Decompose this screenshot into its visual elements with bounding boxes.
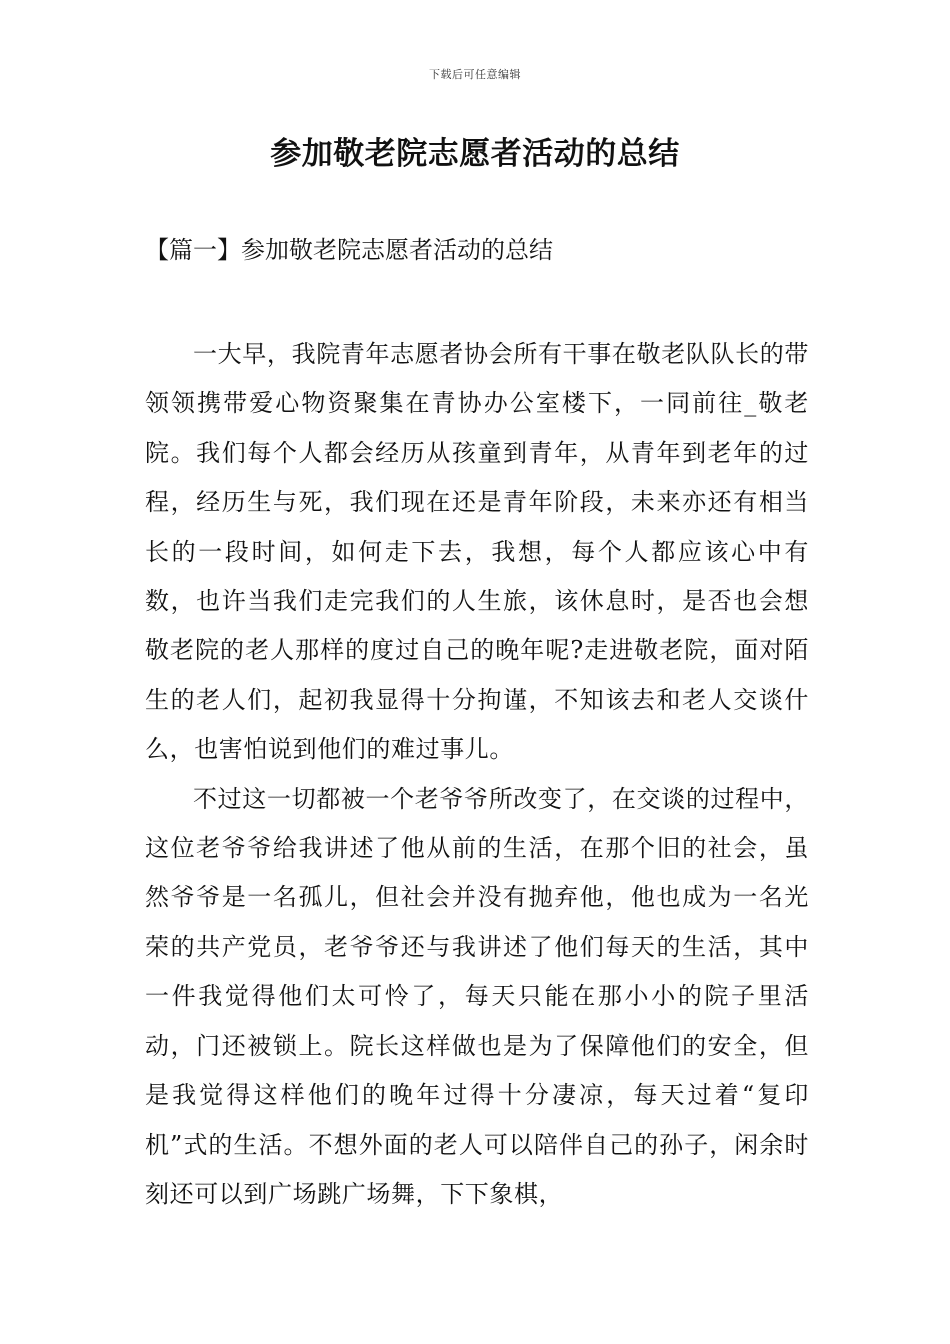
paragraph: 不过这一切都被一个老爷爷所改变了，在交谈的过程中，这位老爷爷给我讲述了他从前的生活，在那个旧的社会，虽然爷爷是一名孤儿，但社会并没有抛弃他，他也成为一名光荣的共产党员，老爷爷还与我讲述了他们每天的生活，其中一件我觉得他们太可怜了，每天只能在那小小的院子里活动，门还被锁上。院长这样做也是为了保障他们的安全，但是我觉得这样他们的晚年过得十分凄凉，每天过着“复印机”式的生活。不想外面的老人可以陪伴自己的孙子，闲余时刻还可以到广场跳广场舞，下下象棋，	[145, 784, 809, 1208]
paragraph: 一大早，我院青年志愿者协会所有干事在敬老队队长的带领领携带爱心物资聚集在青协办公室楼下，一同前往_敬老院。我们每个人都会经历从孩童到青年，从青年到老年的过程，经历生与死，我们现在还是青年阶段，未来亦还有相当长的一段时间，如何走下去，我想，每个人都应该心中有数，也许当我们走完我们的人生旅，该休息时，是否也会想敬老院的老人那样的度过自己的晚年呢?走进敬老院，面对陌生的老人们，起初我显得十分拘谨，不知该去和老人交谈什么，也害怕说到他们的难过事儿。	[145, 340, 809, 764]
body-text	[145, 330, 809, 1219]
section-heading: 【篇一】参加敬老院志愿者活动的总结	[145, 236, 553, 264]
header-note: 下载后可任意编辑	[429, 68, 521, 81]
document-title: 参加敬老院志愿者活动的总结	[270, 136, 680, 172]
